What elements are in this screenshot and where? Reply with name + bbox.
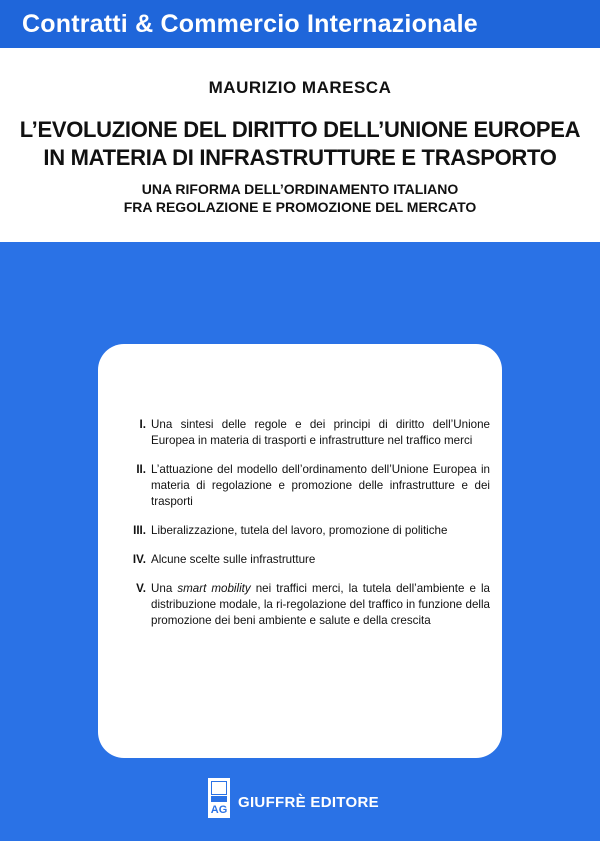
contents-item-number: I. xyxy=(139,418,146,431)
contents-item-number: V. xyxy=(136,582,146,595)
book-subtitle-line: UNA RIFORMA DELL’ORDINAMENTO ITALIANO xyxy=(141,181,459,197)
contents-item-text-part: Una xyxy=(151,582,178,595)
contents-item xyxy=(118,581,490,629)
contents-item-text: L’attuazione del modello dell’ordinamento dell’Unione Europea in materia di regolazione e promozione delle infrastrutture e dei trasporti xyxy=(151,463,490,508)
contents-item xyxy=(118,417,490,449)
book-subtitle xyxy=(0,180,600,216)
contents-item-number: III. xyxy=(133,524,146,537)
series-title: Contratti & Commercio Internazionale xyxy=(22,10,478,38)
book-title-line: L’EVOLUZIONE DEL DIRITTO DELL’UNIONE EUROPEA xyxy=(19,117,581,142)
publisher-logo-icon xyxy=(208,778,230,818)
series-header xyxy=(0,0,600,52)
author-name: MAURIZIO MARESCA xyxy=(208,78,392,97)
contents-item-number: II. xyxy=(136,463,146,476)
contents-item-text xyxy=(151,581,490,629)
contents-item xyxy=(118,523,490,539)
logo-band xyxy=(211,796,227,802)
contents-item-text-part: nei traffici merci, la tutela dell’ambiente e la distribuzione modale, la ri-regolazione del traffico in funzione della promozione dei beni ambiente e salute e della crescita xyxy=(151,582,490,627)
contents-item-text: Liberalizzazione, tutela del lavoro, promozione di politiche xyxy=(151,524,448,537)
logo-letters: AG xyxy=(210,804,228,816)
contents-item-number: IV. xyxy=(132,553,146,566)
logo-frame xyxy=(211,781,227,795)
book-title xyxy=(0,116,600,172)
book-title-line: IN MATERIA DI INFRASTRUTTURE E TRASPORTO xyxy=(43,145,557,170)
contents-item-text: Alcune scelte sulle infrastrutture xyxy=(151,553,316,566)
publisher-name: GIUFFRÈ EDITORE xyxy=(238,794,379,811)
contents-list xyxy=(118,417,490,642)
book-subtitle-line: FRA REGOLAZIONE E PROMOZIONE DEL MERCATO xyxy=(123,199,477,215)
contents-item-text: Una sintesi delle regole e dei principi di diritto dell’Unione Europea in materia di trasporti e infrastrutture nel traffico merci xyxy=(151,418,490,447)
publisher-block xyxy=(208,778,408,818)
contents-item-italic-term: smart mobility xyxy=(177,582,251,595)
contents-item xyxy=(118,462,490,510)
contents-item xyxy=(118,552,490,568)
